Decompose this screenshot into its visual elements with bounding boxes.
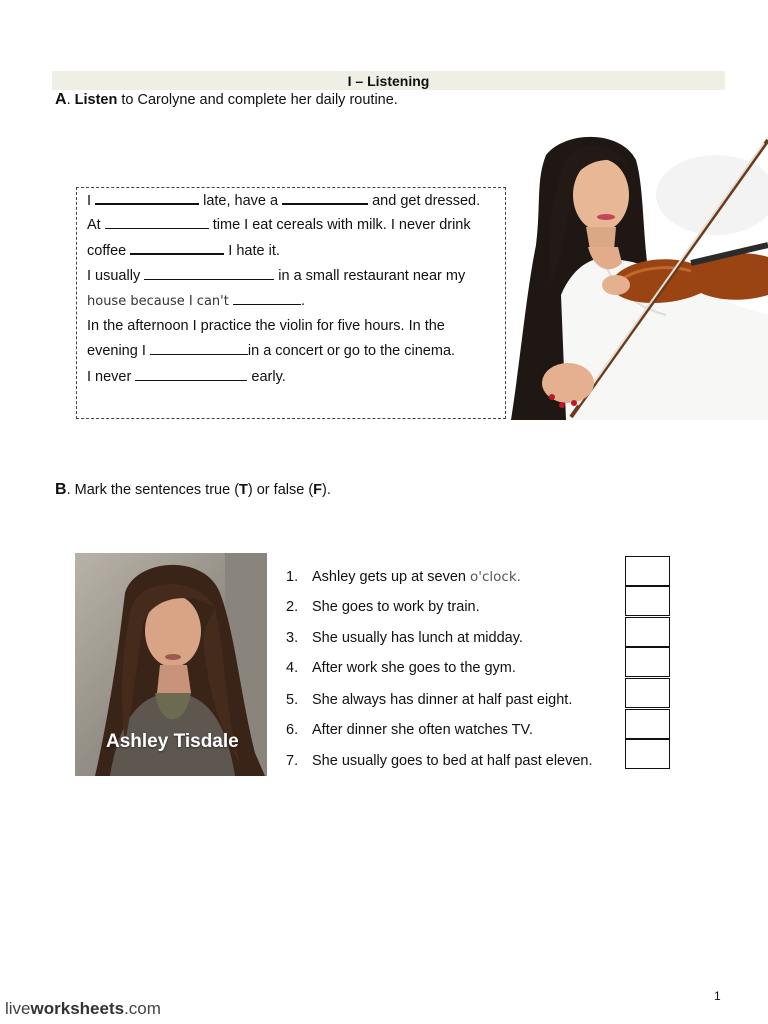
part-a-letter: A [55,91,67,108]
blank-8[interactable] [135,369,247,381]
blank-5[interactable] [144,268,274,280]
photo-caption: Ashley Tisdale [106,731,239,752]
statement-1: 1. Ashley gets up at seven o'clock. [286,569,521,585]
routine-line-7: evening I in a concert or go to the cinema. [87,343,456,359]
part-b-letter: B [55,481,67,498]
answer-box-2[interactable] [625,586,670,616]
blank-1[interactable] [95,192,199,205]
ashley-photo [75,553,267,776]
answer-box-4[interactable] [625,647,670,677]
statement-3: 3. She usually has lunch at midday. [286,630,523,646]
answer-box-5[interactable] [625,678,670,708]
routine-line-3: coffee I hate it. [87,243,280,259]
answer-box-3[interactable] [625,617,670,647]
part-b-instruction: B. Mark the sentences true (T) or false (F). [55,481,331,498]
routine-line-6: In the afternoon I practice the violin for five hours. In the [87,318,445,334]
statement-4: 4. After work she goes to the gym. [286,660,516,676]
blank-4[interactable] [130,242,224,255]
answer-box-7[interactable] [625,739,670,769]
answer-box-1[interactable] [625,556,670,586]
routine-line-1: I late, have a and get dressed. [87,193,481,209]
listen-word: Listen [74,92,118,108]
answer-box-6[interactable] [625,709,670,739]
blank-2[interactable] [282,192,368,205]
routine-line-4: I usually in a small restaurant near my [87,268,466,284]
page-number: 1 [714,989,721,1003]
statement-5: 5. She always has dinner at half past eight. [286,692,573,708]
routine-line-2: At time I eat cereals with milk. I never drink [87,217,471,233]
blank-6[interactable] [233,293,301,305]
violinist-photo [506,135,768,420]
statement-7: 7. She usually goes to bed at half past eleven. [286,753,593,769]
section-title: I – Listening [52,71,725,90]
routine-line-8: I never early. [87,369,286,385]
statement-6: 6. After dinner she often watches TV. [286,722,533,738]
routine-line-5: house because I can't . [87,293,305,309]
liveworksheets-logo[interactable]: liveworksheets.com [5,999,161,1018]
blank-3[interactable] [105,217,209,229]
blank-7[interactable] [150,343,248,355]
part-a-instruction: A. Listen to Carolyne and complete her daily routine. [55,91,398,108]
statement-2: 2. She goes to work by train. [286,599,480,615]
